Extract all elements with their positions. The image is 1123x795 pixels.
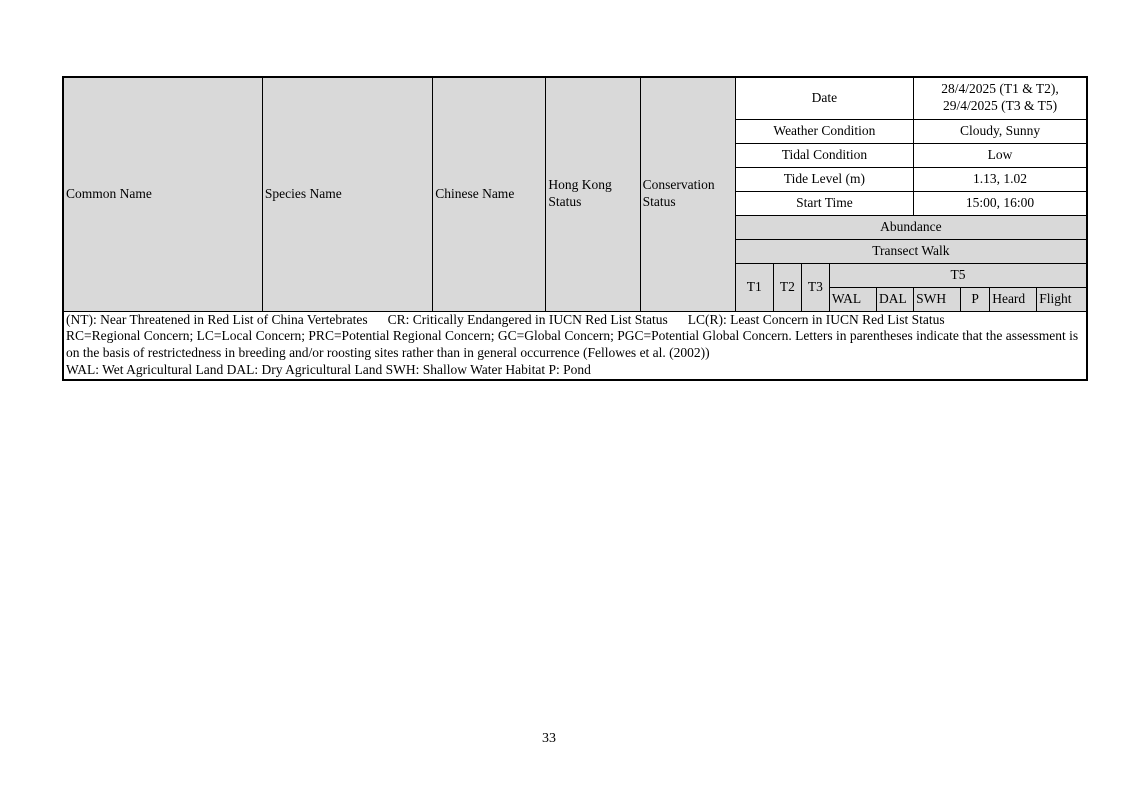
tidal-condition-label: Tidal Condition bbox=[735, 143, 913, 167]
transect-t1: T1 bbox=[735, 263, 773, 311]
header-species-name: Species Name bbox=[262, 77, 432, 311]
t5-col-p: P bbox=[961, 287, 990, 311]
tide-level-label: Tide Level (m) bbox=[735, 167, 913, 191]
tidal-condition-value: Low bbox=[914, 143, 1087, 167]
transect-t5: T5 bbox=[829, 263, 1087, 287]
notes-concern-legend: RC=Regional Concern; LC=Local Concern; PRC=Potential Regional Concern; GC=Global Concern; PGC=Potential Global Concern. Letters in parentheses indicate that the assessment is on the basis of restrictedness in breeding and/or roosting sites rather than in general occurrence (Fellowes et al. (2002)) bbox=[66, 328, 1079, 361]
page-number: 33 bbox=[542, 731, 556, 746]
t5-col-swh: SWH bbox=[914, 287, 961, 311]
header-hk-status: Hong Kong Status bbox=[546, 77, 640, 311]
start-time-value: 15:00, 16:00 bbox=[914, 191, 1087, 215]
transect-walk-header: Transect Walk bbox=[735, 239, 1087, 263]
t5-col-flight: Flight bbox=[1037, 287, 1087, 311]
transect-t2: T2 bbox=[773, 263, 801, 311]
t5-col-dal: DAL bbox=[877, 287, 914, 311]
header-chinese-name: Chinese Name bbox=[433, 77, 546, 311]
header-conservation-status: Conservation Status bbox=[640, 77, 735, 311]
species-survey-table bbox=[62, 76, 1088, 381]
weather-condition-value: Cloudy, Sunny bbox=[914, 119, 1087, 143]
t5-col-heard: Heard bbox=[990, 287, 1037, 311]
date-value: 28/4/2025 (T1 & T2), 29/4/2025 (T3 & T5) bbox=[914, 77, 1087, 119]
abundance-header: Abundance bbox=[735, 215, 1087, 239]
header-common-name: Common Name bbox=[63, 77, 262, 311]
tide-level-value: 1.13, 1.02 bbox=[914, 167, 1087, 191]
t5-col-wal: WAL bbox=[829, 287, 876, 311]
weather-condition-label: Weather Condition bbox=[735, 119, 913, 143]
start-time-label: Start Time bbox=[735, 191, 913, 215]
transect-t3: T3 bbox=[801, 263, 829, 311]
notes-habitat-legend: WAL: Wet Agricultural Land DAL: Dry Agricultural Land SWH: Shallow Water Habitat P: Pond bbox=[66, 362, 591, 378]
table-notes bbox=[63, 311, 1087, 380]
notes-status-legend: (NT): Near Threatened in Red List of China Vertebrates CR: Critically Endangered in IUCN Red List Status LC(R): Least Concern in IUCN Red List Status bbox=[66, 311, 945, 327]
date-label: Date bbox=[735, 77, 913, 119]
